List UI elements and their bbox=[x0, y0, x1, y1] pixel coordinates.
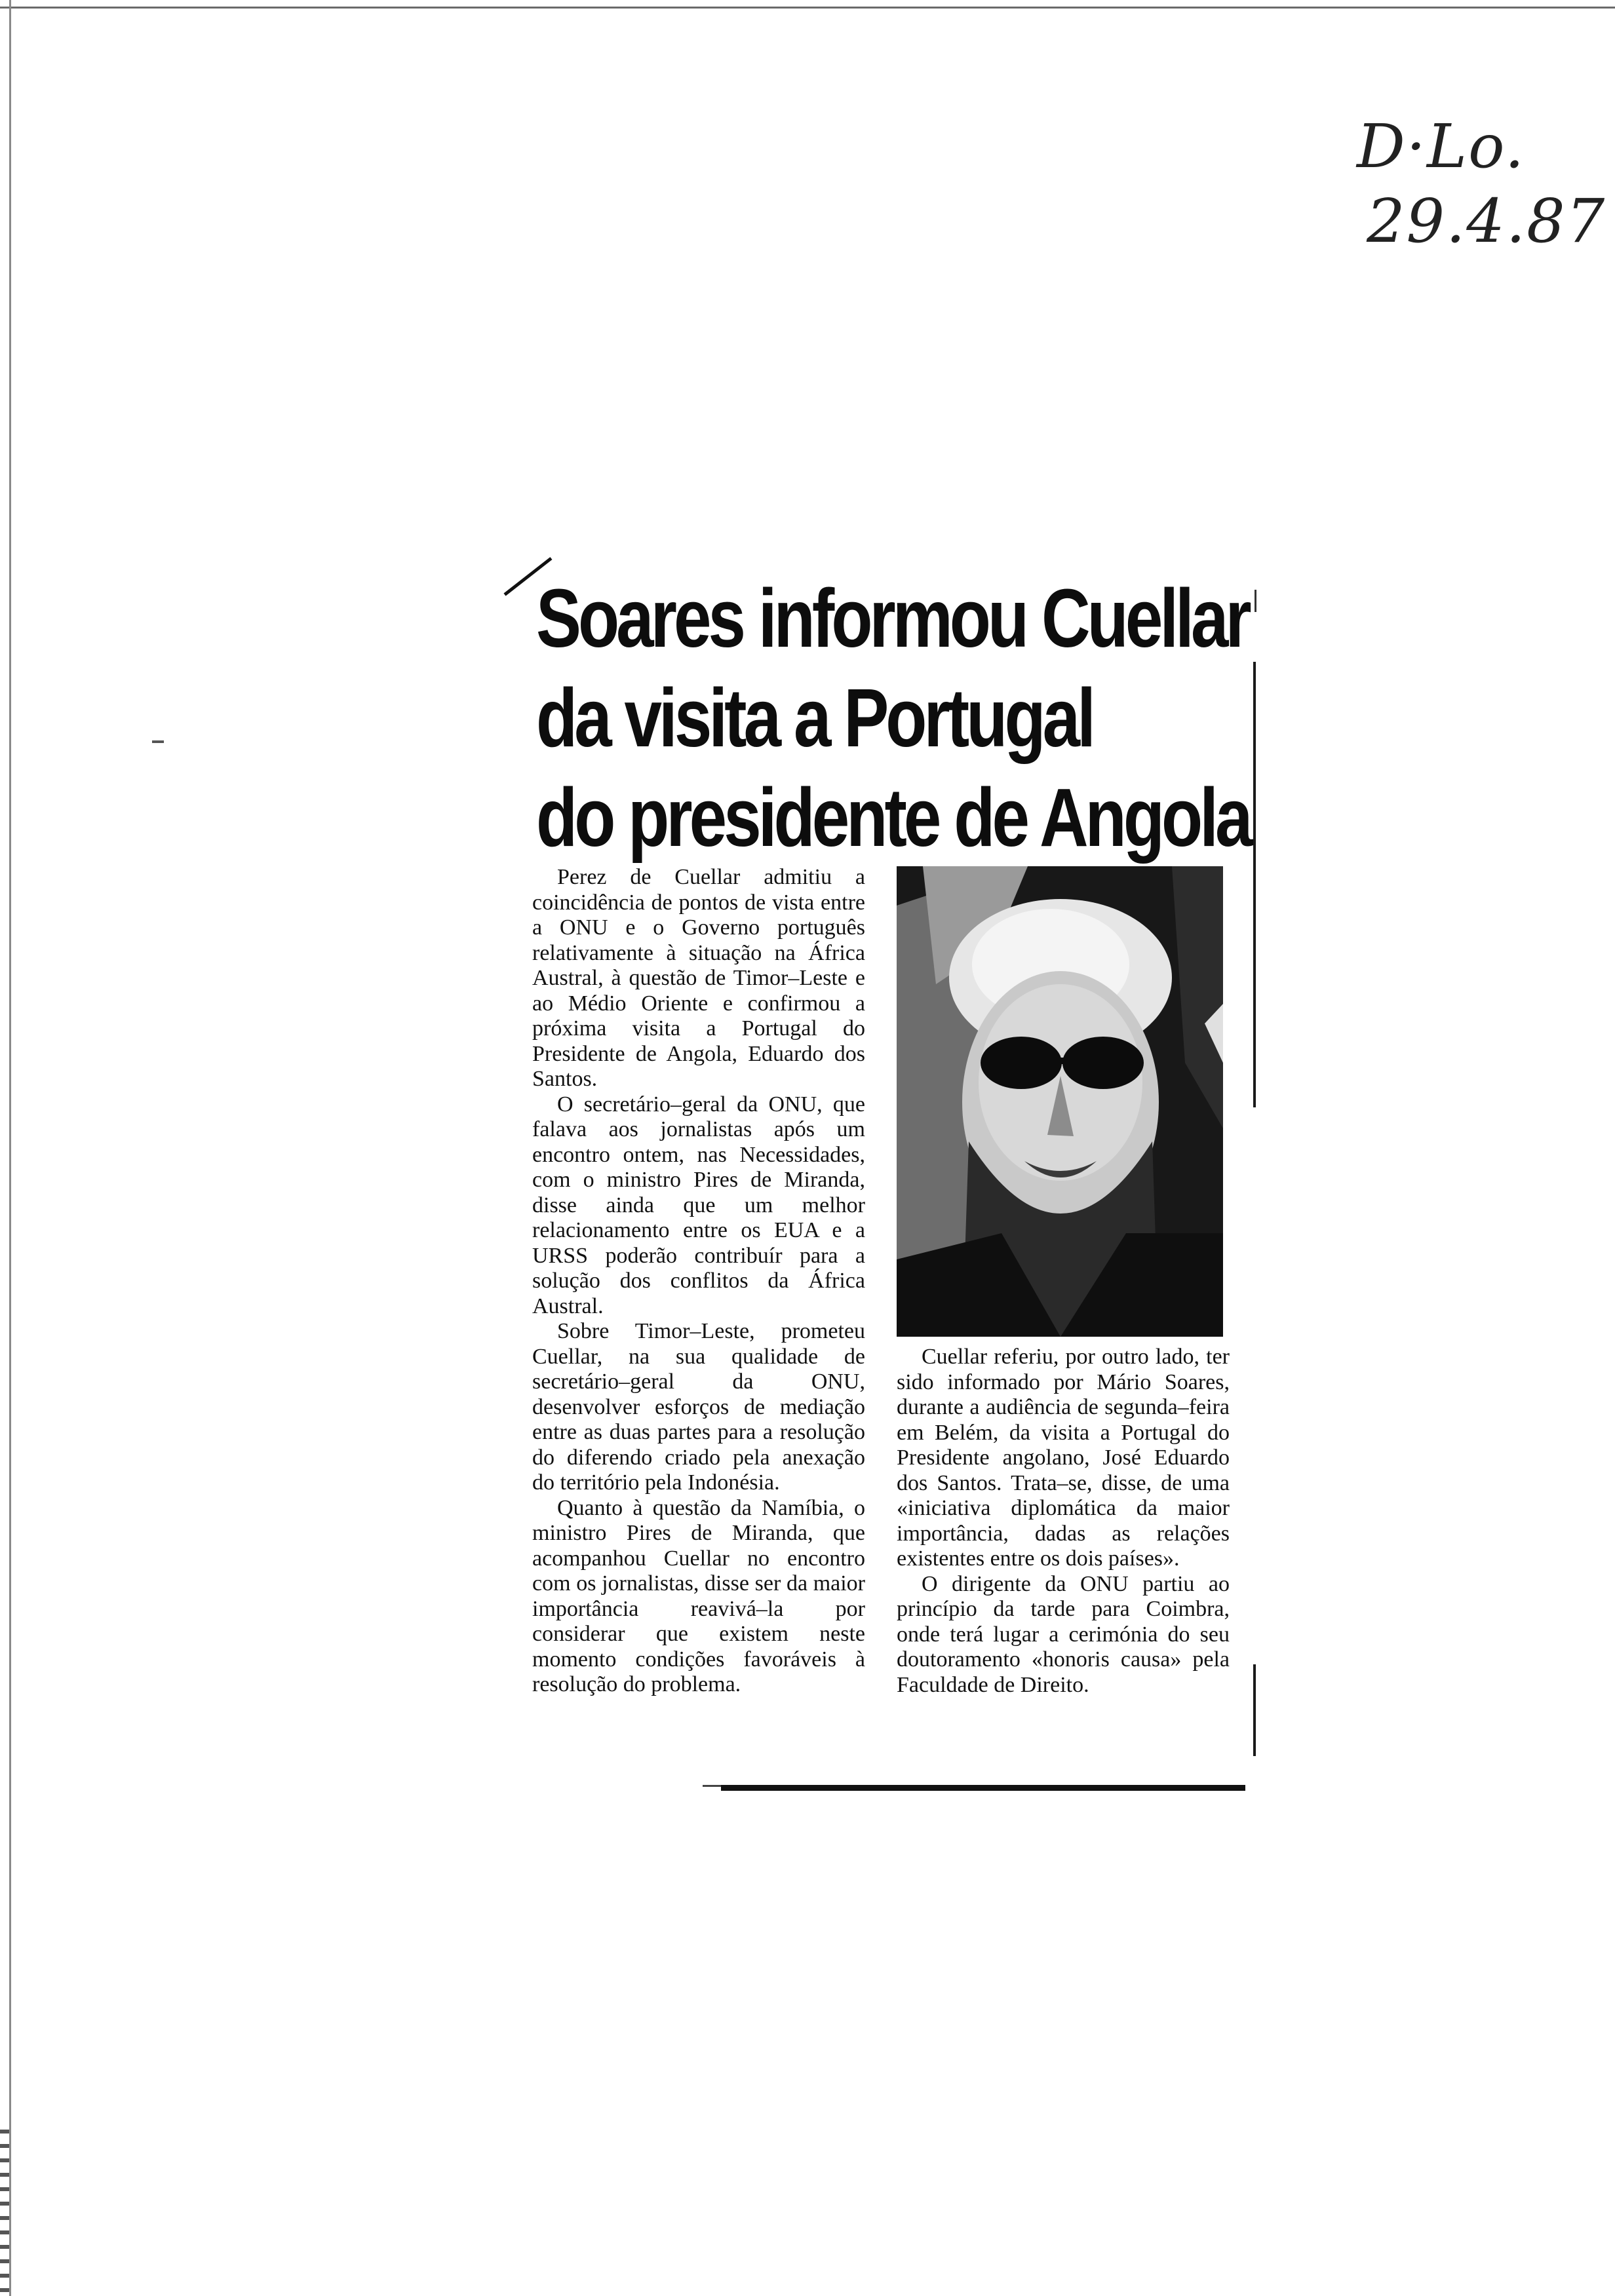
paragraph: O secretário–geral da ONU, que falava aos jornalistas após um encontro ontem, nas Necessidades, com o ministro Pires de Miranda, disse ainda que um melhor relacionamento entre os EUA e a URSS poderão contribuír para a solução dos conflitos da África Austral. bbox=[532, 1092, 865, 1318]
paragraph: Cuellar referiu, por outro lado, ter sido informado por Mário Soares, durante a audiência de segunda–feira em Belém, da visita a Portugal do Presidente angolano, José Eduardo dos Santos. Trata–se, disse, de uma «iniciativa diplomática da maior importância, dadas as relações existentes entre os dois países». bbox=[897, 1345, 1230, 1571]
clipping-edge-rule bbox=[1253, 662, 1256, 1107]
scan-edge-top bbox=[0, 7, 1615, 9]
headline-line-3: do presidente de Angola bbox=[536, 771, 1250, 864]
article-column-left bbox=[532, 865, 865, 1698]
handwritten-source-note: D·Lo. bbox=[1357, 111, 1526, 182]
headline-line-1: Soares informou Cuellar bbox=[536, 572, 1249, 664]
article-end-rule-lead bbox=[703, 1785, 722, 1787]
paragraph: Sobre Timor–Leste, prometeu Cuellar, na sua qualidade de secretário–geral da ONU, desenvolver esforços de mediação entre as duas partes para a resolução do diferendo criado pela anexação do território pela Indonésia. bbox=[532, 1319, 865, 1495]
scan-speck bbox=[152, 740, 164, 743]
portrait-photo bbox=[897, 866, 1223, 1337]
paragraph: Perez de Cuellar admitiu a coincidência de pontos de vista entre a ONU e o Governo português relativamente à situação na África Austral, à questão de Timor–Leste e ao Médio Oriente e confirmou a próxima visita a Portugal do Presidente de Angola, Eduardo dos Santos. bbox=[532, 865, 865, 1091]
scan-edge-left bbox=[9, 0, 11, 2296]
paragraph: O dirigente da ONU partiu ao princípio da tarde para Coimbra, onde terá lugar a cerimónia do seu doutoramento «honoris causa» pela Faculdade de Direito. bbox=[897, 1571, 1230, 1697]
headline-line-2: da visita a Portugal bbox=[536, 672, 1093, 764]
paragraph: Quanto à questão da Namíbia, o ministro Pires de Miranda, que acompanhou Cuellar no encontro com os jornalistas, disse ser da maior importância reavivá–la por considerar que existem neste momento condições favoráveis à resolução do problema. bbox=[532, 1495, 865, 1696]
article-end-rule bbox=[721, 1785, 1245, 1791]
article-headline bbox=[536, 569, 1250, 868]
portrait-photo-graphic bbox=[897, 866, 1223, 1337]
handwritten-date-note: 29.4.87 bbox=[1367, 186, 1606, 256]
clipping-edge-tick bbox=[1255, 590, 1256, 612]
article-column-right bbox=[897, 1345, 1230, 1698]
scan-punch-marks bbox=[0, 2130, 9, 2293]
clipping-edge-rule-lower bbox=[1253, 1664, 1256, 1756]
